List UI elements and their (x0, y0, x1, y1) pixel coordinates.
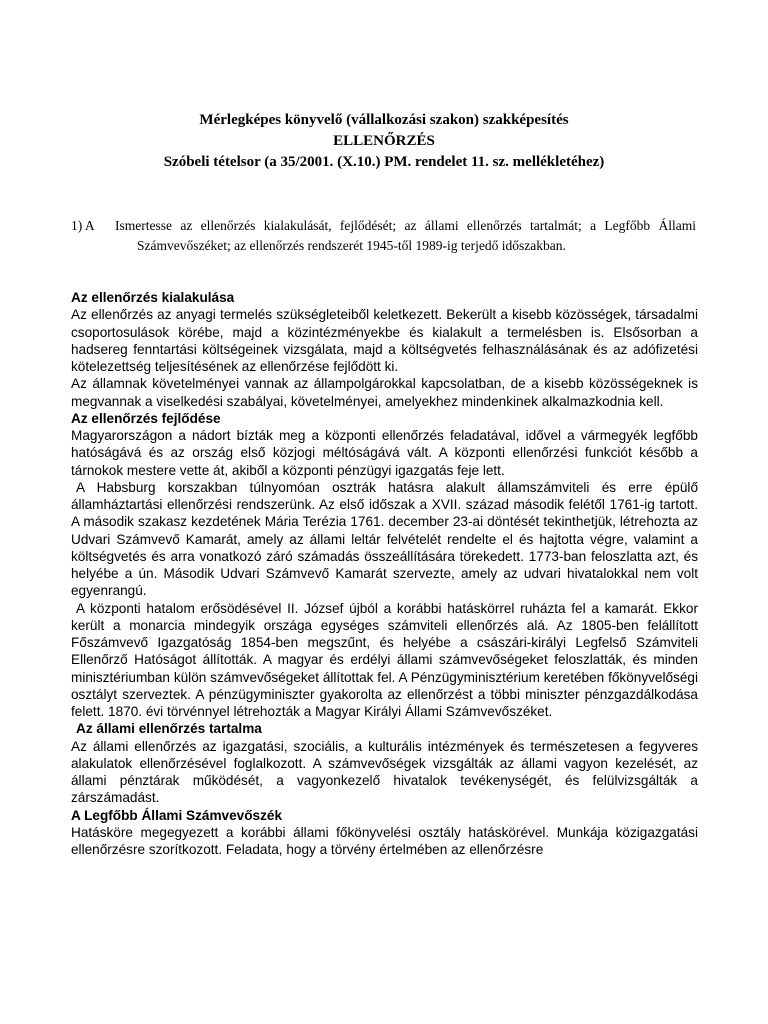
answer-content (71, 289, 698, 858)
section-paragraph: A központi hatalom erősödésével II. József újból a korábbi hatáskörrel ruházta fel a kamarát. Ekkor került a monarcia mindegyik országa egységes számviteli ellenőrzés alá. Az 1805-ben felállított Főszámvevő Igazgatóság 1854-ben megszűnt, és helyébe a császári-királyi Legfelső Számviteli Ellenőrző Hatóságot állították. A magyar és erdélyi állami számvevőségeket feloszlatták, és minden minisztériumban külön számvevőségeket állítottak fel. A Pénzügyminisztérium keretében főkönyvelőségi osztályt szerveztek. A pénzügyminiszter gyakorolta az ellenőrzést a többi miniszter pénzgazdálkodása felett. 1870. évi törvénnyel létrehozták a Magyar Királyi Állami Számvevőszéket. (71, 600, 698, 719)
section-heading: Az állami ellenőrzés tartalma (76, 721, 262, 737)
section-paragraph: Az állami ellenőrzés az igazgatási, szociális, a kulturális intézmények és természetesen a fegyveres alakulatok ellenőrzésével foglalkozott. A számvevőségek vizsgálták az állami vagyon kezelését, az állami pénztárak működését, a vagyonkezelő hivatalok tevékenységét, és felülvizsgálták a zárszámadást. (71, 738, 698, 806)
question-number: 1) A (71, 218, 95, 233)
question-text: Ismertesse az ellenőrzés kialakulását, fejlődését; az állami ellenőrzés tartalmát; a Legfőbb Állami Számvevőszéket; az ellenőrzés rendszerét 1945-től 1989-ig terjedő időszakban. (115, 218, 696, 253)
header-subject: ELLENŐRZÉS (333, 133, 435, 149)
section-paragraph: A Habsburg korszakban túlnyomóan osztrák hatásra alakult államszámviteli és erre épülő államháztartási ellenőrzési rendszerünk. Az első időszak a XVII. század második felétől 1761-ig tartott. A második szakasz kezdetének Mária Terézia 1761. december 23-ai döntését tekinthetjük, létrehozta az Udvari Számvevő Kamarát, amely az állami leltár felvételét rendelte el és hajtotta végre, valamint a költségvetés és arra vonatkozó záró számadás összeállítására törekedett. 1773-ban feloszlatta azt, és helyébe a ún. Második Udvari Számvevő Kamarát szervezte, amely az udvari hivatalokkal nem volt egyenrangú. (71, 479, 698, 599)
section-paragraph: Az államnak követelményei vannak az állampolgárokkal kapcsolatban, de a kisebb közösségeknek is megvannak a viselkedési szabályai, követelményei, amelyekhez mindenkinek alkalmazkodnia kell. (71, 376, 698, 409)
section-paragraph: Hatásköre megegyezett a korábbi állami főkönyvelési osztály hatáskörével. Munkája közigazgatási ellenőrzésre szorítkozott. Feladata, hogy a törvény értelmében az ellenőrzésre (71, 824, 698, 857)
section-heading: Az ellenőrzés kialakulása (71, 290, 235, 305)
document-header (0, 110, 768, 173)
header-qualification: Mérlegképes könyvelő (vállalkozási szakon) szakképesítés (199, 112, 569, 128)
exam-question (71, 216, 696, 256)
header-regulation: Szóbeli tételsor (a 35/2001. (X.10.) PM. rendelet 11. sz. mellékletéhez) (163, 154, 605, 170)
section-heading: A Legfőbb Állami Számvevőszék (71, 807, 283, 823)
section-paragraph: Az ellenőrzés az anyagi termelés szükségleteiből keletkezett. Bekerült a kisebb közösségek, társadalmi csoportosulások körébe, majd a közintézményekbe és kialakult a termelésben is. Elsősorban a hadsereg fenntartási költségeinek vizsgálata, majd a költségvetés felhasználásának és az adófizetési kötelezettség teljesítésének az ellenőrzése fejlődött ki. (71, 307, 698, 374)
section-heading: Az ellenőrzés fejlődése (71, 410, 221, 426)
section-paragraph: Magyarországon a nádort bízták meg a központi ellenőrzés feladatával, idővel a vármegyék legfőbb hatóságává és az ország első közjogi méltóságává vált. A központi ellenőrzési funkciót később a tárnokok mestere vette át, akiből a központi pénzügyi igazgatás feje lett. (71, 428, 698, 478)
